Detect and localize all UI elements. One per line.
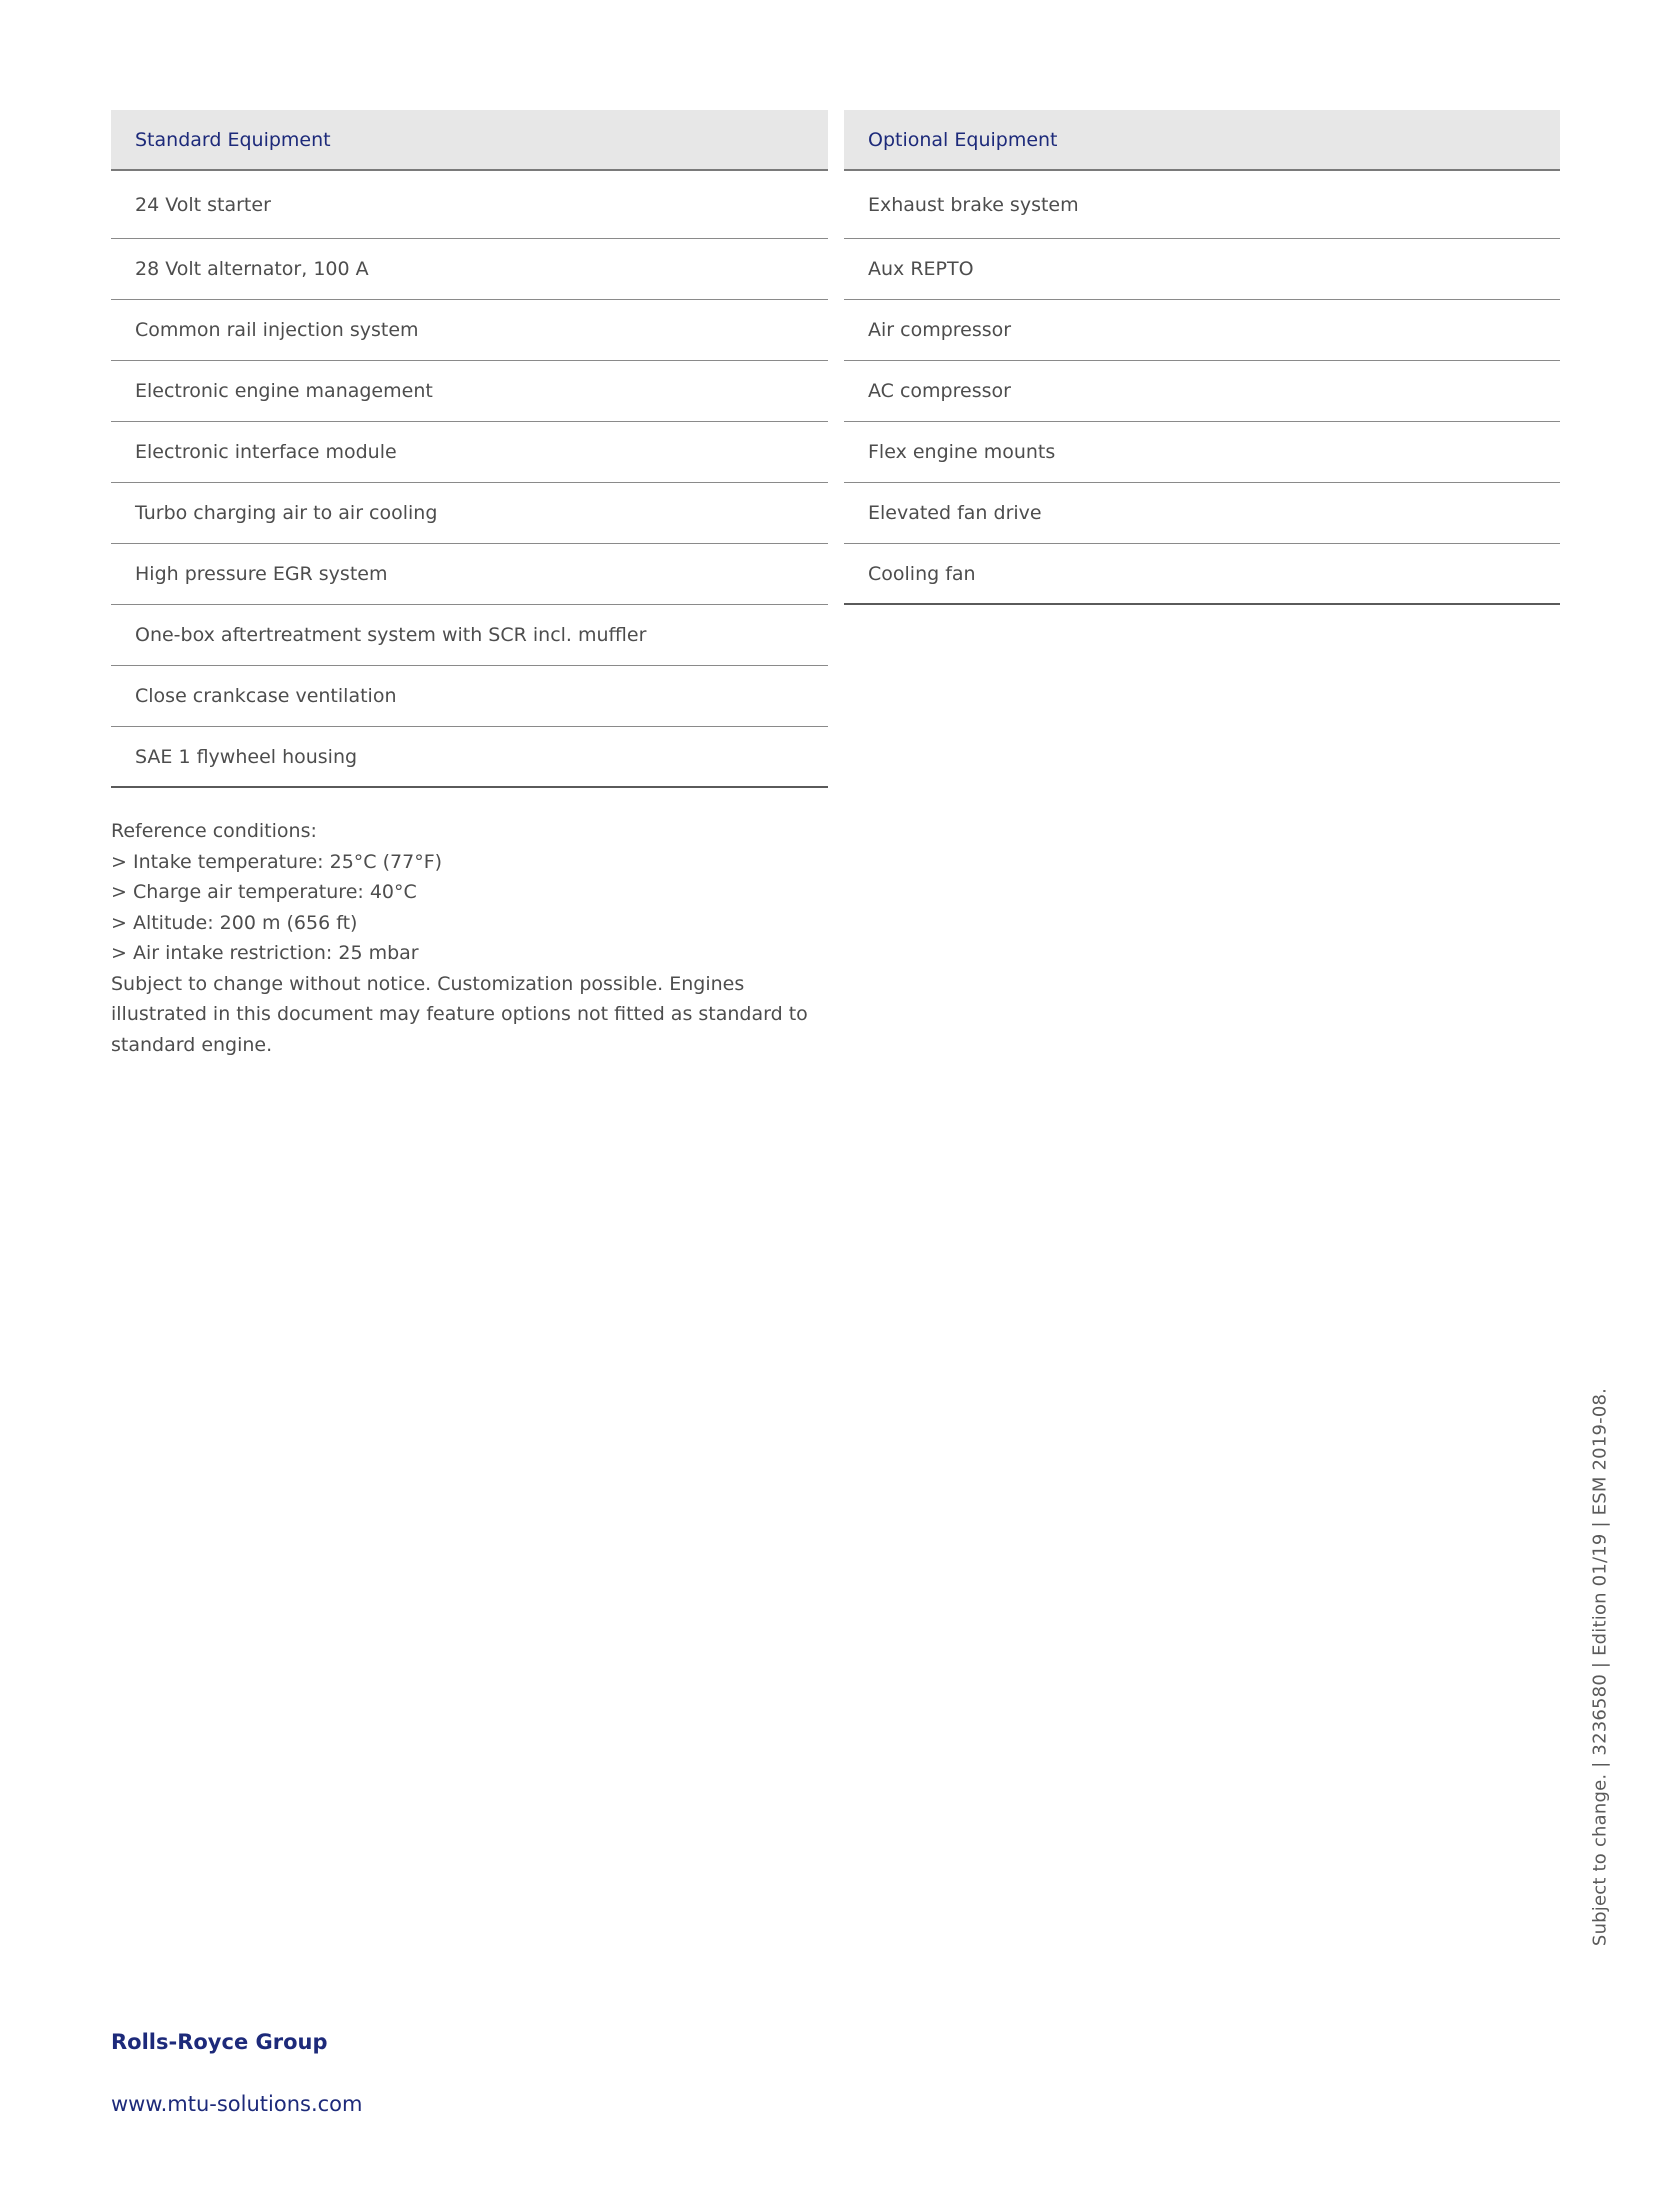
standard-equipment-row: 28 Volt alternator, 100 A [111,239,828,300]
standard-equipment-row: SAE 1 flywheel housing [111,727,828,788]
standard-equipment-row: Common rail injection system [111,300,828,361]
reference-conditions-title: Reference conditions: [111,820,317,842]
standard-equipment-row: Close crankcase ventilation [111,666,828,727]
standard-equipment-row: Electronic interface module [111,422,828,483]
standard-equipment-row: 24 Volt starter [111,171,828,239]
optional-equipment-row: Elevated fan drive [844,483,1560,544]
standard-equipment-row: Electronic engine management [111,361,828,422]
optional-equipment-row: Flex engine mounts [844,422,1560,483]
optional-equipment-row: Aux REPTO [844,239,1560,300]
standard-equipment-header: Standard Equipment [111,110,828,171]
optional-equipment-table [844,110,1560,605]
optional-equipment-row: Cooling fan [844,544,1560,605]
reference-condition-line: > Intake temperature: 25°C (77°F) [111,850,443,873]
reference-condition-line: > Altitude: 200 m (656 ft) [111,911,358,934]
standard-equipment-row: One-box aftertreatment system with SCR incl. muffler [111,605,828,666]
reference-condition-line: > Charge air temperature: 40°C [111,881,417,903]
optional-equipment-row: Exhaust brake system [844,171,1560,239]
standard-equipment-row: Turbo charging air to air cooling [111,483,828,544]
reference-conditions [111,816,828,1060]
standard-equipment-row: High pressure EGR system [111,544,828,605]
disclaimer-text: Subject to change without notice. Customization possible. Engines illustrated in this document may feature options not fitted as standard to standard engine. [111,972,808,1056]
optional-equipment-header: Optional Equipment [844,110,1560,171]
reference-condition-line: > Air intake restriction: 25 mbar [111,942,419,964]
edition-side-note: Subject to change. | 3236580 | Edition 01/19 | ESM 2019-08. [1589,1387,1611,1947]
optional-equipment-row: AC compressor [844,361,1560,422]
company-name: Rolls-Royce Group [111,2030,328,2054]
optional-equipment-row: Air compressor [844,300,1560,361]
website-link[interactable]: www.mtu-solutions.com [111,2092,363,2116]
standard-equipment-table [111,110,828,788]
